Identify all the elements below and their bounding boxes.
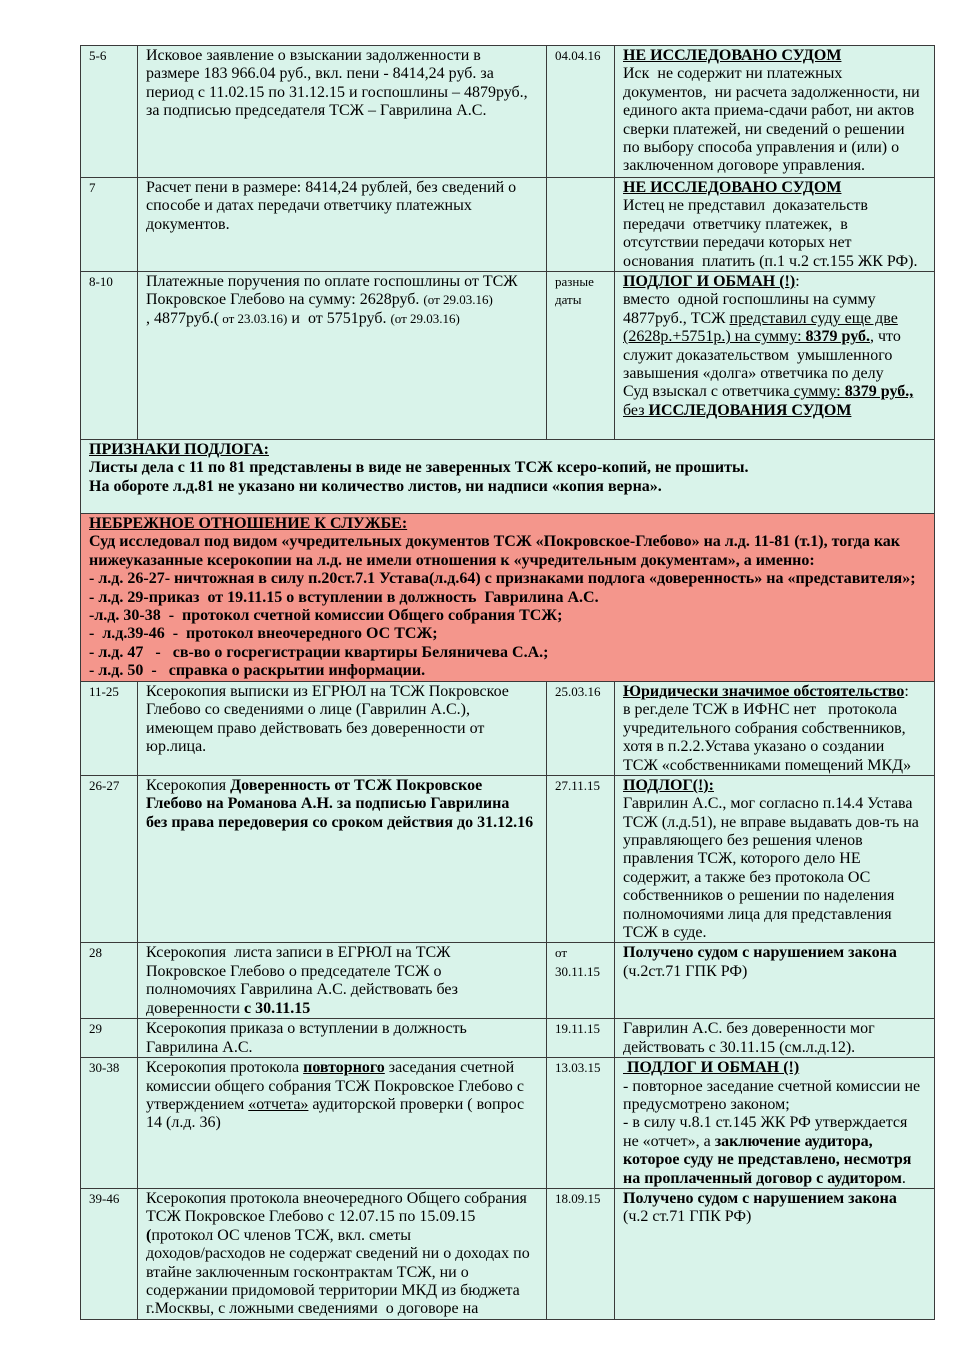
negligence-heading: НЕБРЕЖНОЕ ОТНОШЕНИЕ К СЛУЖБЕ: <box>89 514 408 532</box>
finding-line: управляющего без решения членов <box>623 832 863 850</box>
negligence-line: - л.д. 50 - справка о раскрытии информации. <box>89 662 426 680</box>
finding-line: полномочиями лица для представления <box>623 905 892 923</box>
finding-line: Иск не содержит ни платежных <box>623 65 843 83</box>
finding-line: в рег.деле ТСЖ в ИФНС нет протокола <box>623 701 898 719</box>
description-line: Платежные поручения по оплате госпошлины от ТСЖ <box>146 272 518 290</box>
description-cell <box>138 1188 547 1319</box>
finding-heading: Получено судом с нарушением закона <box>623 944 897 962</box>
finding-line: - в силу ч.8.1 ст.145 ЖК РФ утверждается <box>623 1114 908 1132</box>
sheet-number: 39-46 <box>89 1190 120 1206</box>
sheet-number-cell <box>81 1188 138 1319</box>
finding-text: сумму: <box>789 383 845 401</box>
finding-line: служит доказательством умышленного <box>623 346 893 364</box>
negligence-line: - л.д.39-46 - протокол внеочередного ОС ТСЖ; <box>89 625 438 643</box>
description-line: Исковое заявление о взыскании задолженности в <box>146 47 481 64</box>
finding-heading: ПОДЛОГ И ОБМАН (!) <box>623 1059 800 1077</box>
negligence-line: нижеуказанные ксерокопии на л.д. не имели отношения к «учредительным документам», а именно: <box>89 551 815 569</box>
sheet-number: 29 <box>89 1021 102 1037</box>
negligence-line: Суд исследовал под видом «учредительных документов ТСЖ «Покровское-Глебово» на л.д. 11-81 (т.1), тогда как <box>89 533 901 551</box>
finding-line <box>623 383 932 401</box>
date-cell <box>547 775 615 943</box>
description-line: Глебово на Романова А.Н. за подписью Гаврилина <box>146 795 510 813</box>
description-cell <box>138 1019 547 1058</box>
description-line <box>146 777 544 795</box>
description-line: Ксерокопия листа записи в ЕГРЮЛ на ТСЖ <box>146 944 451 962</box>
finding-cell <box>615 178 935 272</box>
description-text: Покровское Глебово на сумму: 2628руб. <box>146 291 424 309</box>
table-row <box>81 1058 935 1189</box>
description-cell <box>138 271 547 439</box>
description-line: г.Москвы, с ложными сведениями о договоре на <box>146 1300 479 1318</box>
negligence-line: - л.д. 29-приказ от 19.11.15 о вступлении в должность Гаврилина А.С. <box>89 588 599 606</box>
description-text: «отчета» <box>248 1095 309 1113</box>
table-row <box>81 1188 935 1319</box>
finding-cell <box>615 943 935 1019</box>
description-text: Ксерокопия <box>146 776 231 794</box>
finding-text: (2628р.+5751р.) на сумму: <box>623 328 806 346</box>
table-row <box>81 46 935 178</box>
description-line <box>146 1059 544 1077</box>
description-line <box>146 1227 544 1245</box>
description-line: юр.лица. <box>146 738 207 756</box>
finding-line: ТСЖ в суде. <box>623 924 707 942</box>
sheet-number: 11-25 <box>89 683 119 699</box>
forgery-signs-line: Листы дела с 11 по 81 представлены в виде не заверенных ТСЖ ксеро-копий, не прошиты. <box>89 459 749 477</box>
finding-heading <box>623 683 932 701</box>
description-line: за подписью председателя ТСЖ – Гаврилина А.С. <box>146 102 487 120</box>
document-date: от <box>555 945 568 961</box>
document-date: 13.03.15 <box>555 1060 601 1076</box>
description-line <box>146 1096 544 1114</box>
table-row <box>81 271 935 439</box>
description-text: , 4877руб.( <box>146 309 220 327</box>
sheet-number-cell <box>81 681 138 775</box>
payment-date: (от 29.03.16) <box>423 292 493 308</box>
payment-date: от 23.03.16) <box>219 310 288 326</box>
finding-line: Гаврилин А.С. без доверенности мог <box>623 1020 875 1038</box>
finding-line: (ч.2 ст.71 ГПК РФ) <box>623 1208 752 1226</box>
description-text: Доверенность от ТСЖ Покровское <box>230 776 483 794</box>
negligence-line: -л.д. 30-38 - протокол счетной комиссии Общего собрания ТСЖ; <box>89 606 563 624</box>
finding-cell <box>615 1019 935 1058</box>
finding-text: заключение аудитора, <box>714 1132 873 1150</box>
description-text: утверждением <box>146 1095 249 1113</box>
sheet-number: 7 <box>89 180 96 195</box>
description-line: содержании придомовой территории МКД из бюджета <box>146 1281 520 1299</box>
finding-cell <box>615 271 935 439</box>
sheet-number-cell <box>81 775 138 943</box>
finding-text: 4877руб., ТСЖ <box>623 309 730 327</box>
finding-heading-text: ПОДЛОГ И ОБМАН (!) <box>623 272 796 290</box>
finding-line: ТСЖ (л.д.51), не вправе выдавать дов-ть на <box>623 813 919 831</box>
forgery-signs-heading: ПРИЗНАКИ ПОДЛОГА: <box>89 440 269 458</box>
description-cell <box>138 178 547 272</box>
description-text: аудиторской проверки ( вопрос <box>308 1095 525 1113</box>
date-cell <box>547 271 615 439</box>
finding-line: собственников о решении по наделения <box>623 887 895 905</box>
finding-amount: 8379 руб. <box>805 328 870 346</box>
finding-line: (ч.2ст.71 ГПК РФ) <box>623 962 748 980</box>
description-line: имеющем право действовать без доверенности от <box>146 719 485 737</box>
sheet-number: 8-10 <box>89 273 113 289</box>
description-line: документов. <box>146 215 230 233</box>
description-text: повторного <box>303 1059 385 1077</box>
finding-text: на проплаченный договор с аудитором <box>623 1169 902 1187</box>
finding-line: содержит, а также без протокола ОС <box>623 868 871 886</box>
finding-line: передачи ответчику платежек, в <box>623 215 848 233</box>
finding-line: сверки платежей, ни сведений о решении <box>623 120 905 138</box>
document-date: 19.11.15 <box>555 1021 601 1037</box>
forgery-signs-cell <box>81 439 935 513</box>
finding-line <box>623 1133 932 1151</box>
sheet-number-cell <box>81 178 138 272</box>
document-date: 27.11.15 <box>555 777 601 793</box>
finding-text: , <box>870 328 874 346</box>
negligence-cell <box>81 513 935 681</box>
description-line: способе и датах передачи ответчику платежных <box>146 197 472 215</box>
finding-heading: Получено судом с нарушением закона <box>623 1189 897 1207</box>
description-cell <box>138 681 547 775</box>
finding-heading-text: Юридически значимое обстоятельство <box>623 682 905 700</box>
description-line: Гаврилина А.С. <box>146 1038 253 1056</box>
finding-text: представил суду еще две <box>729 309 898 327</box>
description-cell <box>138 775 547 943</box>
date-cell <box>547 681 615 775</box>
date-cell <box>547 943 615 1019</box>
description-line: без права передоверия со сроком действия до 31.12.16 <box>146 813 534 831</box>
finding-line <box>623 1170 932 1188</box>
description-line: ТСЖ Покровское Глебово с 12.07.15 по 15.09.15 <box>146 1208 476 1226</box>
description-line: комиссии общего собрания ТСЖ Покровское Глебово с <box>146 1077 524 1095</box>
description-text: Ксерокопия протокола <box>146 1059 304 1077</box>
finding-line: заключенном договоре управления. <box>623 157 866 175</box>
sheet-number-cell <box>81 1019 138 1058</box>
description-text: доверенности <box>146 999 244 1017</box>
description-line: Ксерокопия приказа о вступлении в должность <box>146 1020 467 1038</box>
finding-line: отсутствии передачи которых нет <box>623 234 852 252</box>
date-cell <box>547 1058 615 1189</box>
description-line <box>146 1000 544 1018</box>
description-cell <box>138 943 547 1019</box>
negligence-row <box>81 513 935 681</box>
forgery-signs-row <box>81 439 935 513</box>
document-date: 18.09.15 <box>555 1190 601 1206</box>
description-line: Глебово со сведениями о лице (Гаврилин А.С.), <box>146 701 470 719</box>
payment-date: (от 29.03.16) <box>390 310 460 326</box>
finding-line: правления ТСЖ, которого дело НЕ <box>623 850 861 868</box>
sheet-number: 28 <box>89 945 102 961</box>
sheet-number-cell <box>81 271 138 439</box>
table-row <box>81 775 935 943</box>
description-text: с 30.11.15 <box>243 999 311 1017</box>
description-line: доходов/расходов не содержат сведений ни о доходах по <box>146 1245 530 1263</box>
finding-line: единого акта приема-сдачи работ, ни актов <box>623 102 915 120</box>
negligence-line: - л.д. 26-27- ничтожная в силу п.20ст.7.1 Устава(л.д.64) с признаками подлога «доверенность» на «представителя»; <box>89 570 916 588</box>
finding-text: . <box>901 1169 906 1187</box>
finding-amount: 8379 руб., <box>844 383 914 401</box>
table-row <box>81 178 935 272</box>
finding-line <box>623 402 932 420</box>
finding-text: не «отчет», а <box>623 1132 715 1150</box>
finding-text: без <box>623 401 649 419</box>
finding-line: действовать с 30.11.15 (см.л.д.12). <box>623 1038 856 1056</box>
sheet-number: 26-27 <box>89 777 120 793</box>
finding-line: хотя в п.2.2.Устава указано о создании <box>623 738 885 756</box>
finding-heading: НЕ ИССЛЕДОВАНО СУДОМ <box>623 47 842 64</box>
finding-line: учредительного собрания собственников, <box>623 719 906 737</box>
negligence-line: - л.д. 47 - св-во о госрегистрации квартиры Беляничева С.А.; <box>89 643 549 661</box>
date-cell <box>547 1188 615 1319</box>
finding-line <box>623 310 932 328</box>
finding-heading: ПОДЛОГ(!): <box>623 776 714 794</box>
finding-line: которое суду не представлено, несмотря <box>623 1151 912 1169</box>
finding-line: по выбору способа управления и (или) о <box>623 138 900 156</box>
description-text: протокол ОС членов ТСЖ, вкл. сметы <box>151 1226 412 1244</box>
finding-heading-suffix: : <box>795 272 800 290</box>
finding-cell <box>615 681 935 775</box>
finding-heading-suffix: : <box>904 682 909 700</box>
finding-heading <box>623 273 932 291</box>
description-line: 14 (л.д. 36) <box>146 1114 221 1132</box>
finding-text: ИССЛЕДОВАНИЯ СУДОМ <box>648 401 852 419</box>
finding-cell <box>615 1058 935 1189</box>
document-date: 30.11.15 <box>555 963 601 979</box>
description-line: размере 183 966.04 руб., вкл. пени - 8414,24 руб. за <box>146 65 494 83</box>
description-line: Покровское Глебово о председателе ТСЖ о <box>146 962 442 980</box>
sheet-number: 5-6 <box>89 48 107 63</box>
table-row <box>81 681 935 775</box>
table-row <box>81 943 935 1019</box>
description-line: Ксерокопия протокола внеочередного Общего собрания <box>146 1189 527 1207</box>
description-text: ( <box>146 1226 152 1244</box>
description-text: заседания счетной <box>384 1059 515 1077</box>
description-line <box>146 291 544 309</box>
date-cell <box>547 178 615 272</box>
description-line <box>146 310 544 328</box>
finding-line: Гаврилин А.С., мог согласно п.14.4 Устава <box>623 795 913 813</box>
finding-line: Истец не представил доказательств <box>623 197 868 215</box>
sheet-number-cell <box>81 943 138 1019</box>
finding-line: документов, ни расчета задолженности, ни <box>623 83 920 101</box>
date-cell <box>547 1019 615 1058</box>
finding-line: - повторное заседание счетной комиссии не <box>623 1077 921 1095</box>
finding-line: вместо одной госпошлины на сумму <box>623 291 876 309</box>
finding-line: основания платить (п.1 ч.2 ст.155 ЖК РФ). <box>623 252 918 270</box>
document-date: 25.03.16 <box>555 683 601 699</box>
sheet-number-cell <box>81 46 138 178</box>
finding-text: что <box>874 328 901 346</box>
table-row <box>81 1019 935 1058</box>
case-materials-table <box>80 45 935 1320</box>
document-date: разные <box>555 273 594 289</box>
finding-cell <box>615 1188 935 1319</box>
description-cell <box>138 1058 547 1189</box>
finding-cell <box>615 775 935 943</box>
document-date: даты <box>555 292 582 308</box>
document-date: 04.04.16 <box>555 48 601 63</box>
sheet-number-cell <box>81 1058 138 1189</box>
description-line: Расчет пени в размере: 8414,24 рублей, без сведений о <box>146 179 517 196</box>
finding-line: завышения «долга» ответчика по делу <box>623 364 884 382</box>
description-text: и от 5751руб. <box>287 309 391 327</box>
description-line: втайне заключенным госконтрактам ТСЖ, ни о <box>146 1263 469 1281</box>
finding-text: Суд взыскал с ответчика <box>623 383 790 401</box>
description-line: период с 11.02.15 по 31.12.15 и госпошлины – 4879руб., <box>146 83 528 101</box>
description-cell <box>138 46 547 178</box>
description-line: полномочиях Гаврилина А.С. действовать без <box>146 981 458 999</box>
date-cell <box>547 46 615 178</box>
description-line: Ксерокопия выписки из ЕГРЮЛ на ТСЖ Покровское <box>146 682 509 700</box>
sheet-number: 30-38 <box>89 1060 120 1076</box>
forgery-signs-line: На обороте л.д.81 не указано ни количество листов, ни надписи «копия верна». <box>89 477 662 495</box>
finding-cell <box>615 46 935 178</box>
finding-line: ТСЖ «собственниками помещений МКД» <box>623 756 912 774</box>
finding-line: предусмотрено законом; <box>623 1095 790 1113</box>
finding-line <box>623 328 932 346</box>
finding-heading: НЕ ИССЛЕДОВАНО СУДОМ <box>623 179 842 196</box>
